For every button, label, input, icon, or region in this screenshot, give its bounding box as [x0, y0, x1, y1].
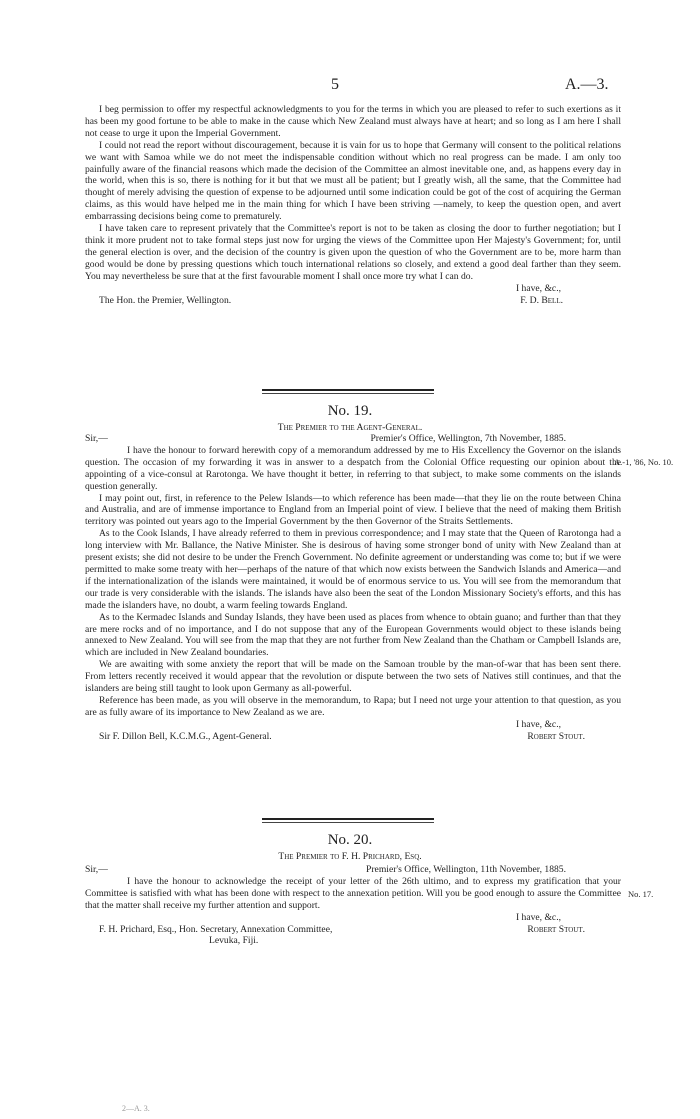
letter-19-body	[85, 433, 621, 743]
letter-20-body	[85, 864, 621, 947]
letter-18-body	[85, 104, 621, 306]
letter-heading: The Premier to F. H. Prichard, Esq.	[278, 851, 422, 862]
closing: I have, &c.,	[515, 718, 561, 730]
signature: Robert Stout.	[527, 730, 585, 742]
paragraph: I beg permission to offer my respectful acknowledgments to you for the terms in which you are pleased to refer to such exertions as it has been my good fortune to be able to make in the cause which New Zealand must always have at heart; and so long as I am here I shall not cease to urge it upon the Imperial Government.	[85, 104, 621, 139]
paragraph: I have the honour to forward herewith copy of a memorandum addressed by me to His Excellency the Governor on the islands question. The occasion of my forwarding it was in answer to a despatch from the Colonial Office requesting our opinion about the appointing of a vice-consul at Rarotonga. We have thought it better, in referring to that subject, to make some comments on the islands question generally.	[85, 444, 621, 492]
letter-heading: The Premier to the Agent-General.	[277, 422, 423, 433]
address-signature-row	[85, 924, 621, 936]
paragraph: As to the Kermadec Islands and Sunday Islands, they have been used as places from whence to obtain guano; and further than that they are mere rocks and of no importance, and I do not suppose that any of the European Governments would object to these islands being annexed to New Zealand. You will see from the map that they are not further from New Zealand than the Chatham or Campbell Islands are, which are included in New Zealand boundaries.	[85, 611, 621, 659]
address-signature-row	[85, 731, 621, 743]
paragraph: I may point out, first, in reference to the Pelew Islands—to which reference has been made—that they lie on the route between China and Australia, and are of immense importance to England from an Imperial point of view. I believe that the need of making them British territory was pointed out years ago to the Imperial Government by the then Governor of the Straits Settlements.	[85, 492, 621, 528]
paragraph: Reference has been made, as you will observe in the memorandum, to Rapa; but I need not urge your attention to that question, as you are as fully aware of its importance to New Zealand as we are.	[85, 694, 621, 718]
closing: I have, &c.,	[515, 911, 561, 923]
paragraph: We are awaiting with some anxiety the report that will be made on the Samoan trouble by the man-of-war that has been sent there. From letters recently received it would appear that the revolution or dispute between the two sets of Natives still continues, and that the islanders are being still taught to look upon Germany as all-powerful.	[85, 659, 621, 695]
closing: I have, &c.,	[515, 282, 561, 294]
signature: F. D. Bell.	[520, 294, 563, 306]
footer-mark: 2—A. 3.	[122, 1104, 150, 1113]
place-date: Premier's Office, Wellington, 7th November, 1885.	[370, 433, 566, 444]
paper-reference: A.—3.	[565, 76, 609, 93]
addressee-location: Levuka, Fiji.	[209, 935, 259, 947]
paragraph: As to the Cook Islands, I have already referred to them in previous correspondence; and I may state that the Queen of Rarotonga had a long interview with Mr. Ballance, the Native Minister. She is desirous of having some stronger bond of unity with New Zealand than at present exists; she did not desire to be under the French Government. No definite agreement or understanding was come to; but if we were permitted to make some treaty with her—perhaps of the nature of that which now exists between the Sandwich Islands and America—and if the internationalization of the islands were maintained, it would be of enormous service to us. You will see from the memorandum that our trade is very considerable with the islands. The islands have also been the seat of the London Missionary Society's efforts, and this has made the islanders have, no doubt, a warm feeling towards England.	[85, 528, 621, 611]
letter-number: No. 19.	[327, 403, 373, 419]
signature: Robert Stout.	[527, 923, 585, 935]
salutation-row	[85, 864, 621, 876]
salutation: Sir,—	[85, 864, 108, 875]
paragraph: I have the honour to acknowledge the receipt of your letter of the 26th ultimo, and to express my gratification that your Committee is satisfied with what has been done with respect to the annexation petition. Will you be good enough to assure the Committee that the matter shall receive my further attention and support.	[85, 875, 621, 911]
salutation: Sir,—	[85, 433, 108, 444]
section-divider	[262, 818, 434, 823]
page-number: 5	[331, 76, 339, 93]
margin-reference: No. 17.	[628, 889, 654, 899]
address-signature-row	[85, 295, 621, 307]
place-date: Premier's Office, Wellington, 11th November, 1885.	[366, 864, 566, 875]
margin-reference: A.-1, '86, No. 10.	[614, 457, 674, 467]
salutation-row	[85, 433, 621, 445]
addressee: The Hon. the Premier, Wellington.	[99, 294, 232, 306]
addressee: F. H. Prichard, Esq., Hon. Secretary, Annexation Committee,	[99, 923, 333, 935]
letter-number: No. 20.	[327, 832, 373, 848]
addressee: Sir F. Dillon Bell, K.C.M.G., Agent-General.	[99, 730, 272, 742]
paragraph: I have taken care to represent privately that the Committee's report is not to be taken as closing the door to further negotiation; but I think it more prudent not to take formal steps just now for urging the views of the Committee upon Her Majesty's Government; for, until the general election is over, and the decision of the country is given upon the question of who the Government are to be, more harm than good would be done by pressing questions which touch international relations so closely, and extend a good deal farther than they seem. You may nevertheless be sure that at the first favourable moment I shall once more try what I can do.	[85, 223, 621, 282]
section-divider	[262, 389, 434, 394]
paragraph: I could not read the report without discouragement, because it is vain for us to hope that Germany will consent to the political relations we want with Samoa while we do not meet the indispensable condition without which no real progress can be made. I am only too painfully aware of the financial reasons which made the decision of the Committee an almost inevitable one, and, as happens every day in the world, when this is so, there is nothing for it but that we must all be patient; but I greatly wish, all the same, that the Committee had thought of merely advising the question of expense to be adjourned until some indication could be got of the cost of acquiring the German claims, as this would have helped me in the main thing for which I have been striving —namely, to keep the question open, and avert embarrassing decisions being come to prematurely.	[85, 139, 621, 223]
